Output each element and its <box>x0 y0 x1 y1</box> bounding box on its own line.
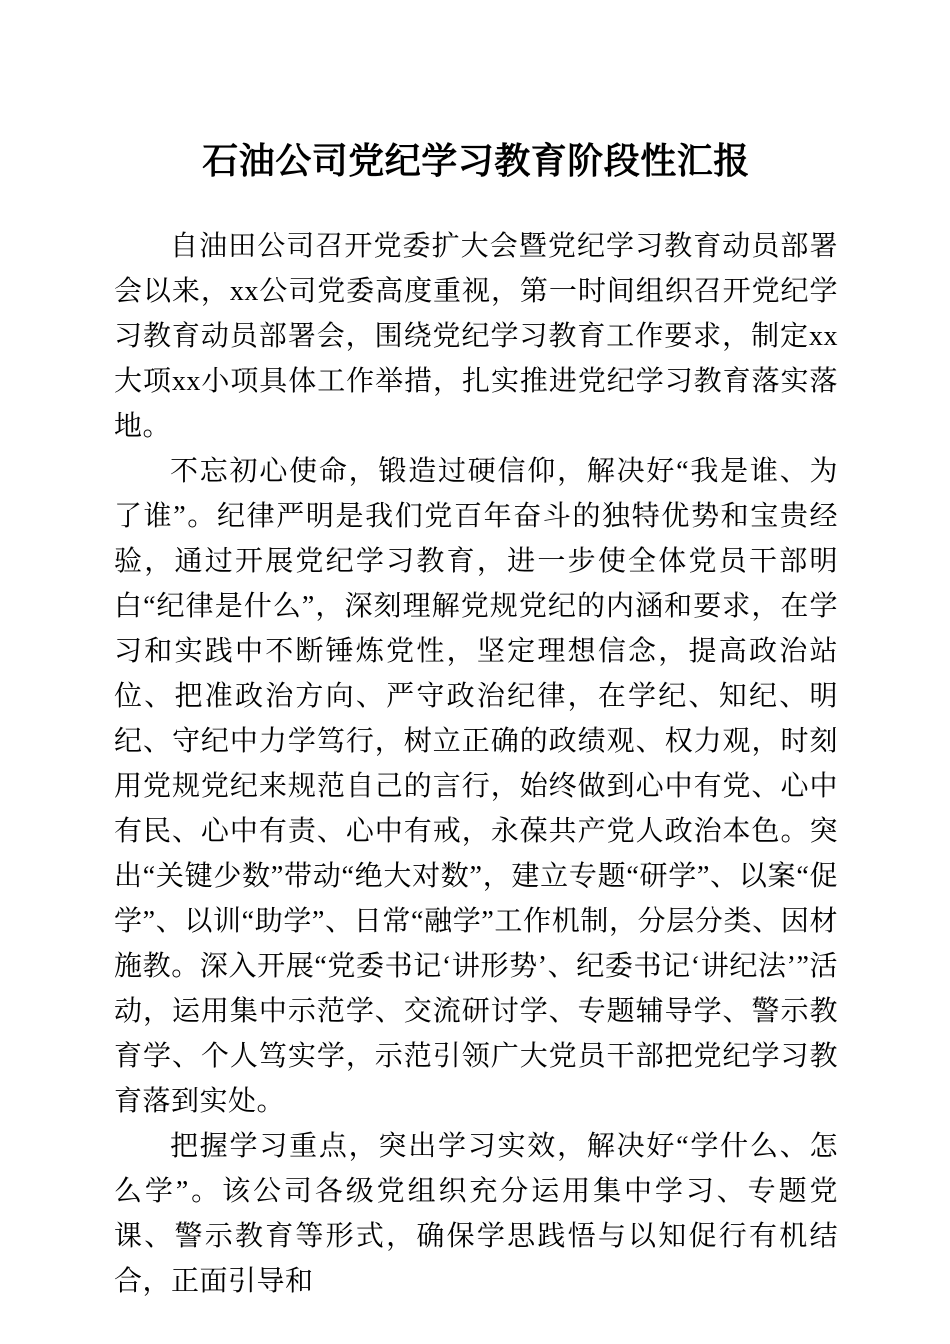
paragraph-intro: 自油田公司召开党委扩大会暨党纪学习教育动员部署会以来，xx公司党委高度重视，第一时间组织召开党纪学习教育动员部署会，围绕党纪学习教育工作要求，制定xx大项xx小项具体工作举措，扎实推进党纪学习教育落实落地。 <box>114 231 838 442</box>
document-title: 石油公司党纪学习教育阶段性汇报 <box>202 141 750 181</box>
document-text-column <box>114 0 838 1304</box>
document-body <box>114 224 838 1304</box>
paragraph-who-am-i: 不忘初心使命，锻造过硬信仰，解决好“我是谁、为了谁”。纪律严明是我们党百年奋斗的独特优势和宝贵经验，通过开展党纪学习教育，进一步使全体党员干部明白“纪律是什么”，深刻理解党规党纪的内涵和要求，在学习和实践中不断锤炼党性，坚定理想信念，提高政治站位、把准政治方向、严守政治纪律，在学纪、知纪、明纪、守纪中力学笃行，树立正确的政绩观、权力观，时刻用党规党纪来规范自己的言行，始终做到心中有党、心中有民、心中有责、心中有戒，永葆共产党人政治本色。突出“关键少数”带动“绝大对数”，建立专题“研学”、以案“促学”、以训“助学”、日常“融学”工作机制，分层分类、因材施教。深入开展“党委书记‘讲形势’、纪委书记‘讲纪法’”活动，运用集中示范学、交流研讨学、专题辅导学、警示教育学、个人笃实学，示范引领广大党员干部把党纪学习教育落到实处。 <box>114 456 838 1117</box>
paragraph-study-focus: 把握学习重点，突出学习实效，解决好“学什么、怎么学”。该公司各级党组织充分运用集中学习、专题党课、警示教育等形式，确保学思践悟与以知促行有机结合，正面引导和 <box>114 1131 838 1297</box>
